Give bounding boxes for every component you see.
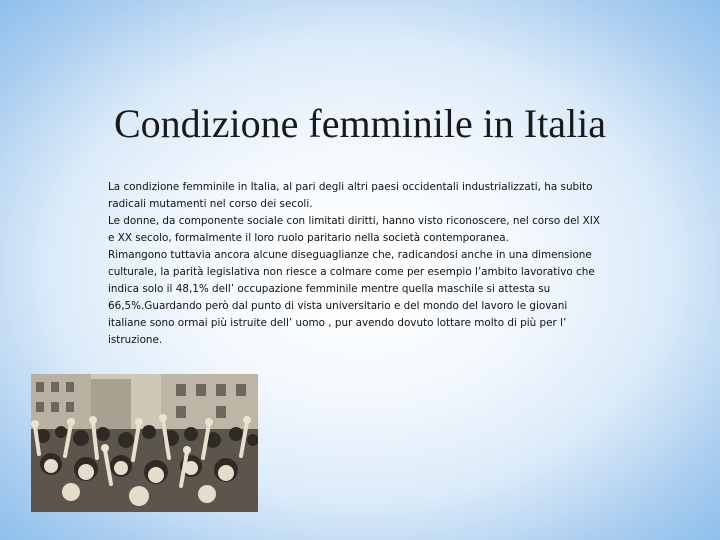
slide-body — [108, 179, 608, 349]
body-paragraph: Le donne, da componente sociale con limitati diritti, hanno visto riconoscere, nel corso del XIX e XX secolo, formalmente il loro ruolo paritario nella società contemporanea. — [108, 215, 600, 244]
body-paragraph: La condizione femminile in Italia, al pari degli altri paesi occidentali industrializzati, ha subito radicali mutamenti nel corso dei secoli. — [108, 181, 593, 210]
protest-photo — [31, 374, 258, 512]
body-paragraph: Rimangono tuttavia ancora alcune diseguaglianze che, radicandosi anche in una dimensione culturale, la parità legislativa non riesce a colmare come per esempio l’ambito lavorativo che indica solo il 48,1% dell’ occupazione femminile mentre quella maschile si attesta su 66,5%.Guardando però dal punto di vista universitario e del mondo del lavoro le giovani italiane sono ormai più istruite dell’ uomo , pur avendo dovuto lottare molto di più per l’ istruzione. — [108, 249, 595, 346]
slide-title: Condizione femminile in Italia — [113, 101, 607, 146]
